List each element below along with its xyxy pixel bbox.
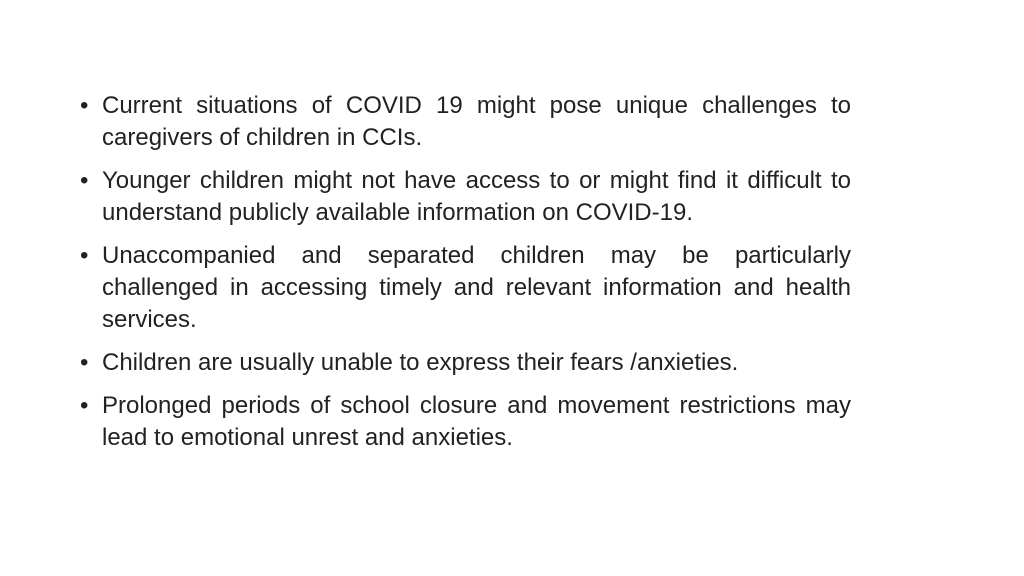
bullet-text: Current situations of COVID 19 might pose unique challenges to caregivers of children in CCIs. xyxy=(102,92,851,151)
bullet-text: Prolonged periods of school closure and movement restrictions may lead to emotional unrest and anxieties. xyxy=(102,392,851,451)
bullet-item xyxy=(80,390,851,454)
bullet-text: Unaccompanied and separated children may be particularly challenged in accessing timely and relevant information and health services. xyxy=(102,242,851,333)
bullet-item xyxy=(80,240,851,336)
bullet-dot-icon: • xyxy=(80,167,89,194)
bullet-dot-icon: • xyxy=(80,92,89,119)
bullet-dot-icon: • xyxy=(80,242,89,269)
bullet-dot-icon: • xyxy=(80,392,89,419)
bullet-text: Younger children might not have access to or might find it difficult to understand publicly available information on COVID-19. xyxy=(102,167,851,226)
bullet-list xyxy=(80,90,851,465)
bullet-item xyxy=(80,347,851,379)
bullet-item xyxy=(80,90,851,154)
bullet-dot-icon: • xyxy=(80,349,89,376)
bullet-item xyxy=(80,165,851,229)
bullet-text: Children are usually unable to express their fears /anxieties. xyxy=(102,349,739,376)
